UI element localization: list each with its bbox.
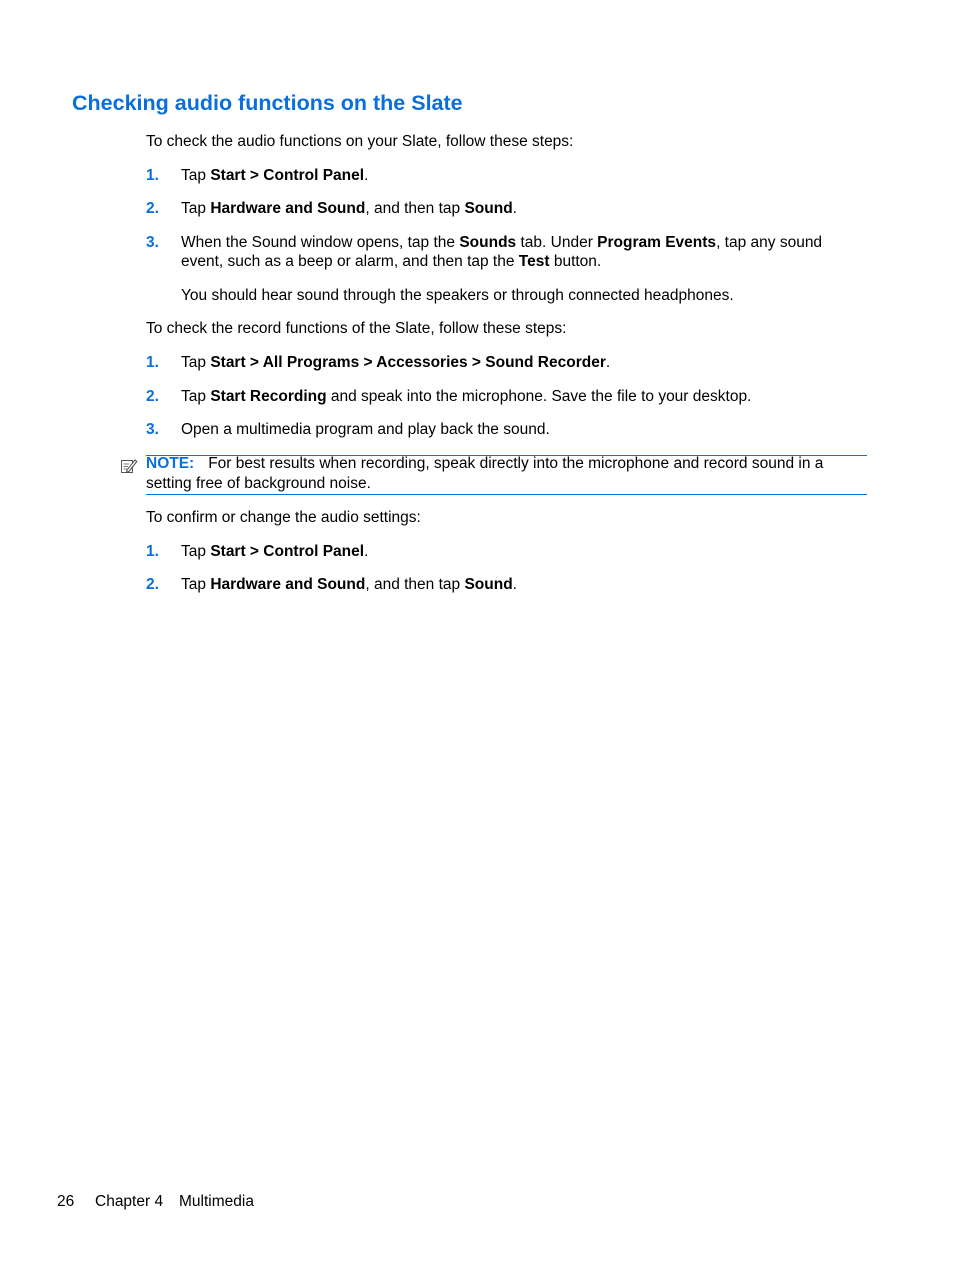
step-text: Tap Start > All Programs > Accessories > Sound Recorder. — [181, 354, 611, 371]
step-text: Tap Start > Control Panel. — [181, 167, 369, 184]
footer-chapter: Chapter 4 — [95, 1193, 164, 1210]
step-text: Tap Start > Control Panel. — [181, 543, 369, 560]
step-text: Tap Start Recording and speak into the microphone. Save the file to your desktop. — [181, 388, 752, 405]
note-text: NOTE: For best results when recording, speak directly into the microphone and record sound in a setting free of background noise. — [146, 455, 824, 492]
step-text: Tap Hardware and Sound, and then tap Sound. — [181, 200, 517, 217]
note-pencil-icon — [120, 457, 138, 475]
step-number: 2. — [146, 576, 159, 593]
step-number: 1. — [146, 167, 159, 184]
page-title: Checking audio functions on the Slate — [72, 91, 463, 115]
step-text: Open a multimedia program and play back the sound. — [181, 421, 550, 438]
step-text: When the Sound window opens, tap the Sounds tab. Under Program Events, tap any sound event, such as a beep or alarm, and then tap the Test button. — [181, 234, 823, 270]
step-text: Tap Hardware and Sound, and then tap Sound. — [181, 576, 517, 593]
page-number: 26 — [57, 1193, 75, 1210]
footer-section: Multimedia — [179, 1193, 254, 1210]
note-bottom-rule — [146, 494, 867, 495]
intro-paragraph: To confirm or change the audio settings: — [146, 509, 421, 526]
step-number: 1. — [146, 543, 159, 560]
step-number: 2. — [146, 200, 159, 217]
step-number: 3. — [146, 421, 159, 438]
intro-paragraph: To check the record functions of the Slate, follow these steps: — [146, 320, 567, 337]
intro-paragraph: To check the audio functions on your Slate, follow these steps: — [146, 133, 574, 150]
step-number: 3. — [146, 234, 159, 251]
step-number: 2. — [146, 388, 159, 405]
step-followup: You should hear sound through the speakers or through connected headphones. — [181, 287, 734, 304]
step-number: 1. — [146, 354, 159, 371]
